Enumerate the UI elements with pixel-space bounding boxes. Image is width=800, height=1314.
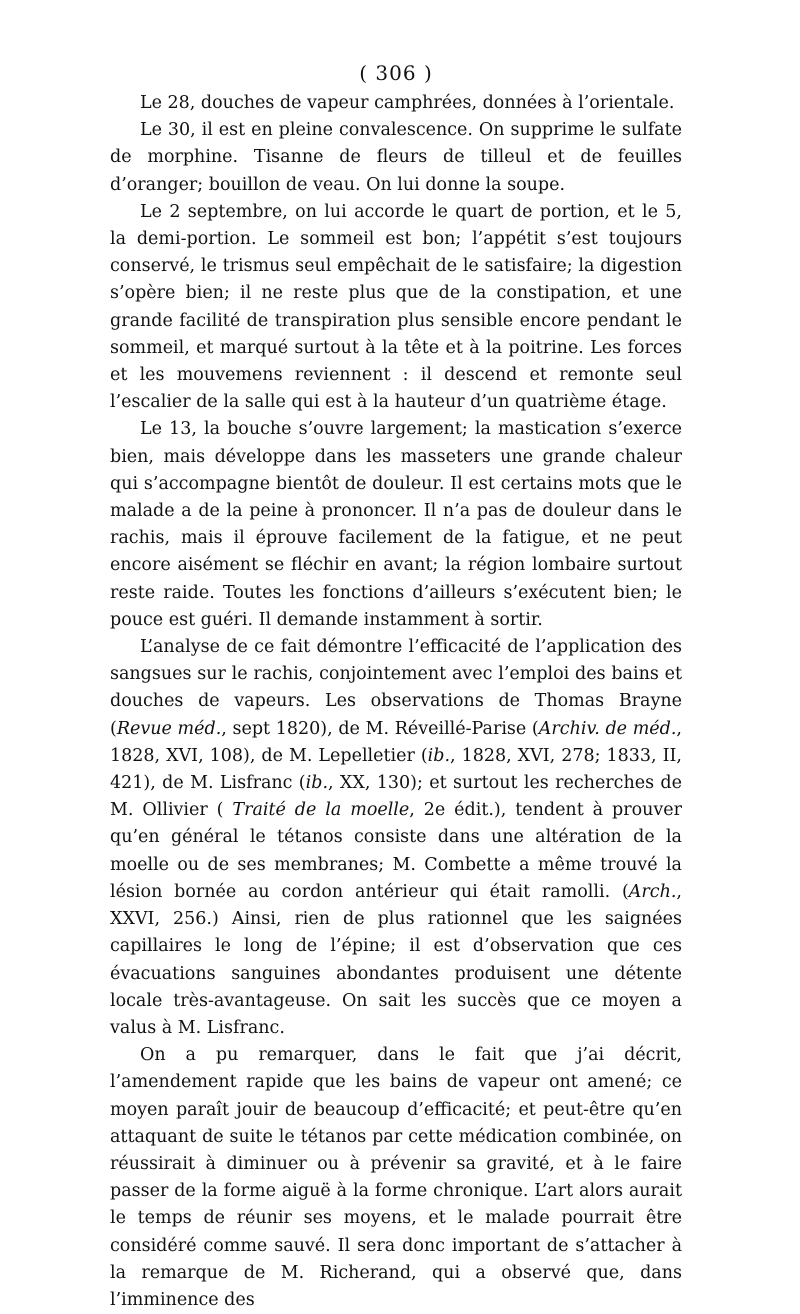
text-run: , 2e édit.), tendent à prouver qu’en général le tétanos consiste dans une altération de la moelle ou de ses membranes; M. Combette a même trouvé la lésion bornée au cordon antérieur qui était ramolli. (	[110, 800, 682, 902]
paragraph	[110, 634, 682, 1042]
text-run: On a pu remarquer, dans le fait que j’ai décrit, l’amendement rapide que les bains de vapeur ont amené; ce moyen paraît jouir de beaucoup d’efficacité; et peut-être qu’en attaquant de suite le tétanos par cette médication combinée, on réussirait à diminuer ou à prévenir sa gravité, et à le faire passer de la forme aiguë à la forme chronique. L’art alors aurait le temps de réunir ses moyens, et le malade pourrait être considéré comme sauvé. Il sera donc important de s’attacher à la remarque de M. Richerand, qui a observé que, dans l’imminence des	[110, 1045, 682, 1310]
italic-text: Arch.	[628, 881, 677, 902]
paragraph	[110, 117, 682, 199]
italic-text: Traité de la moelle	[232, 800, 410, 821]
text-run: Le 28, douches de vapeur camphrées, données à l’orientale.	[140, 93, 675, 113]
text-run: Le 13, la bouche s’ouvre largement; la mastication s’exerce bien, mais développe dans les masseters une grande chaleur qui s’accompagne bientôt de douleur. Il est certains mots que le malade a de la peine à prononcer. Il n’a pas de douleur dans le rachis, mais il éprouve facilement de la fatigue, et ne peut encore aisément se fléchir en avant; la région lombaire surtout reste raide. Toutes les fonctions d’ailleurs s’exécutent bien; le pouce est guéri. Il demande instamment à sortir.	[110, 419, 682, 630]
text-run: L’analyse de ce fait démontre l’efficacité de l’application des sangsues sur le rachis, conjointement avec l’emploi des bains et douches de vapeurs. Les observations de Thomas Brayne (	[110, 637, 682, 739]
text-run: , XX, 130); et surtout les recherches de M. Ollivier (	[110, 773, 682, 821]
text-run: , 1828, XVI, 278; 1833, II, 421), de M. Lisfranc (	[110, 745, 682, 794]
page-number: ( 306 )	[359, 61, 433, 85]
paragraph	[110, 90, 682, 117]
paragraph	[110, 199, 682, 417]
italic-text: ib.	[427, 745, 451, 766]
book-page	[110, 56, 682, 1314]
text-run: Le 2 septembre, on lui accorde le quart de portion, et le 5, la demi-portion. Le sommeil est bon; l’appétit s’est toujours conservé, le trismus seul empêchait de le satisfaire; la digestion s’opère bien; il ne reste plus que de la constipation, et une grande facilité de transpiration plus sensible encore pendant le sommeil, et marqué surtout à la tête et à la poitrine. Les forces et les mouvemens reviennent : il descend et remonte seul l’escalier de la salle qui est à la hauteur d’un quatrième étage.	[110, 201, 682, 413]
italic-text: ib.	[305, 773, 329, 794]
italic-text: Revue méd.	[116, 718, 222, 739]
body-text	[110, 90, 682, 1314]
text-run: , XXVI, 256.) Ainsi, rien de plus rationnel que les saignées capillaires le long de l’épine; il est d’observation que ces évacuations sanguines abondantes produisent une détente locale très-avantageuse. On sait les succès que ce moyen a valus à M. Lisfranc.	[110, 881, 682, 1038]
paragraph	[110, 1042, 682, 1314]
paragraph	[110, 416, 682, 634]
text-run: , 1828, XVI, 108), de M. Lepelletier (	[110, 718, 682, 766]
text-run: Le 30, il est en pleine convalescence. On supprime le sulfate de morphine. Tisanne de fleurs de tilleul et de feuilles d’oranger; bouillon de veau. On lui donne la soupe.	[110, 120, 682, 195]
italic-text: Archiv. de méd.	[538, 718, 677, 739]
text-run: , sept 1820), de M. Réveillé-Parise (	[221, 718, 539, 739]
